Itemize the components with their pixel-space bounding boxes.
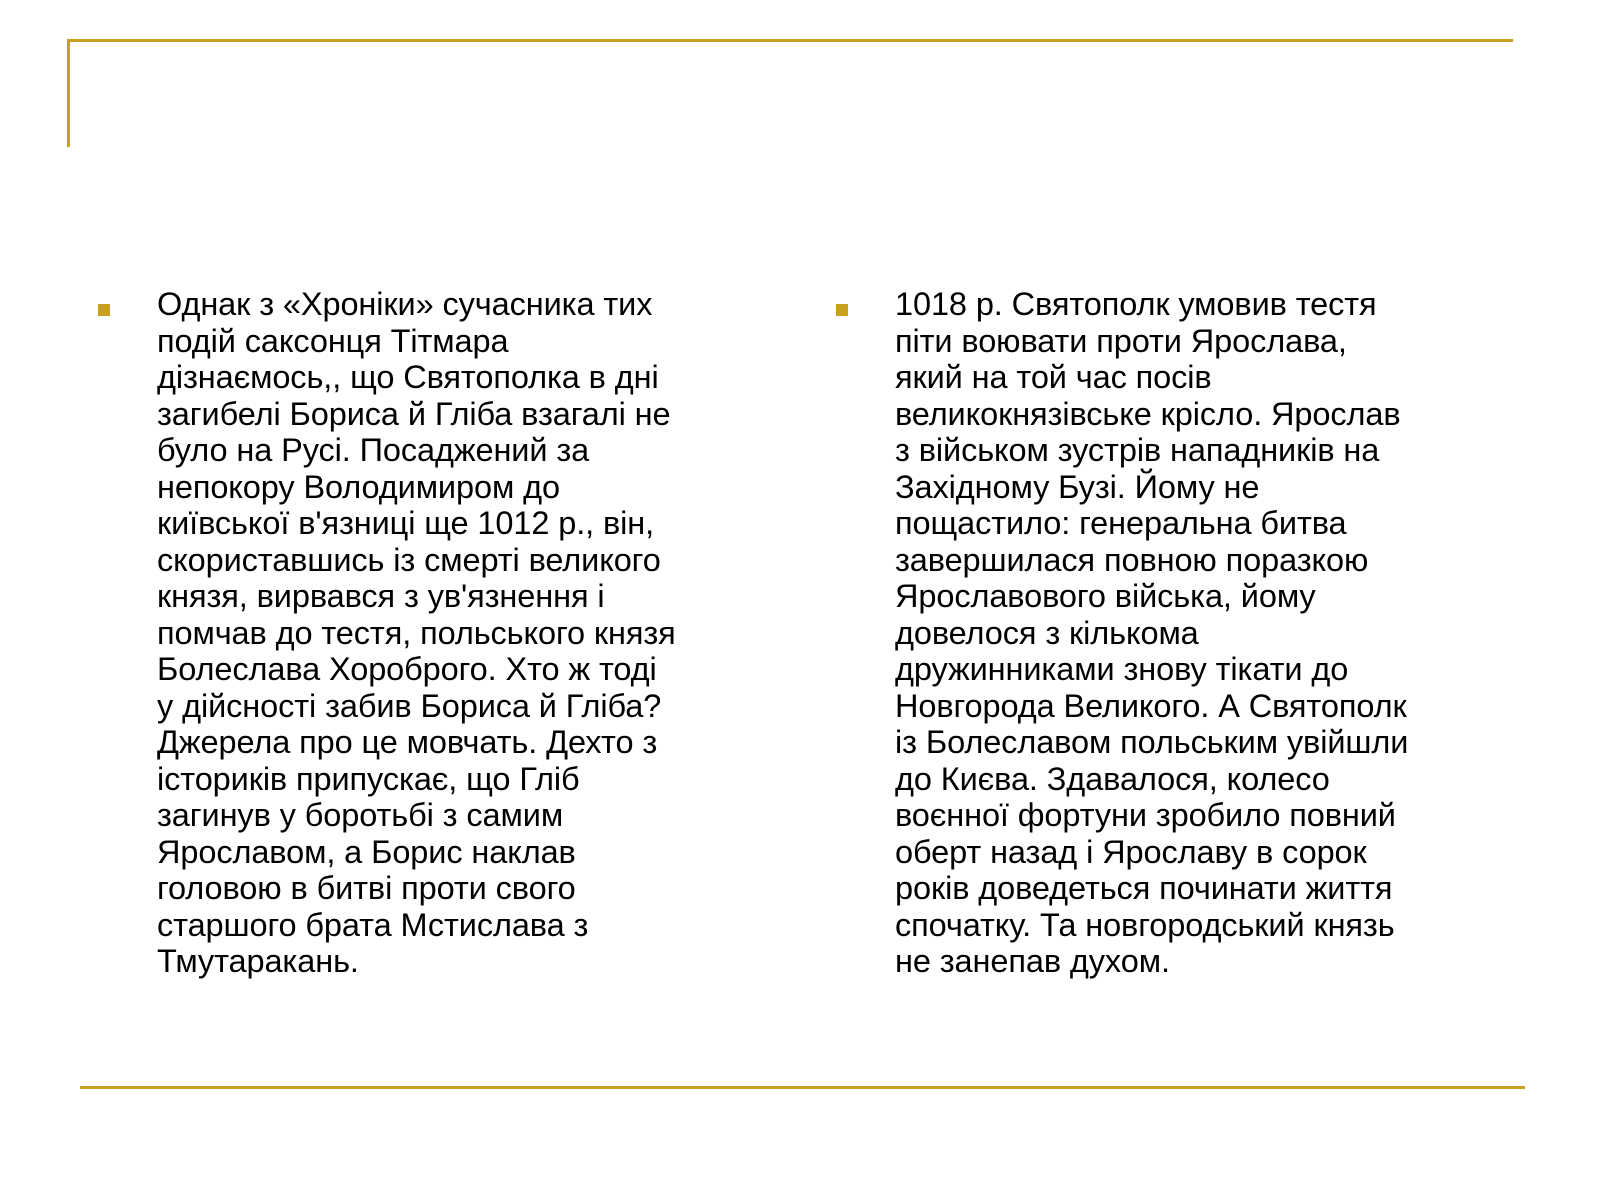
right-column: [836, 286, 1556, 980]
text-line: головою в битві проти свого: [157, 870, 576, 906]
right-paragraph: [895, 286, 1556, 980]
text-line: київської в'язниці ще 1012 р., він,: [157, 505, 655, 541]
text-line: дружинниками знову тікати до: [895, 651, 1349, 687]
frame-top-rule: [67, 39, 1513, 42]
text-line: непокору Володимиром до: [157, 468, 560, 505]
text-line: було на Русі. Посаджений за: [157, 432, 590, 468]
text-line: 1018 р. Святополк умовив тестя: [895, 286, 1377, 322]
text-line: скориставшись із смерті великого: [157, 541, 661, 578]
text-line: великокнязівське крісло. Ярослав: [895, 395, 1401, 432]
text-line: Новгорода Великого. А Святополк: [895, 687, 1407, 724]
text-line: Джерела про це мовчать. Дехто з: [157, 724, 658, 760]
text-line: загибелі Бориса й Гліба взагалі не: [157, 395, 671, 432]
text-line: Тмутаракань.: [157, 943, 359, 979]
text-line: помчав до тестя, польського князя: [157, 614, 676, 651]
frame-left-rule: [67, 39, 70, 147]
text-line: князя, вирвався з ув'язнення і: [157, 578, 605, 614]
text-line: з військом зустрів нападників на: [895, 432, 1380, 468]
text-line: воєнної фортуни зробило повний: [895, 797, 1396, 833]
text-line: подій саксонця Тітмара: [157, 322, 509, 359]
text-line: пощастило: генеральна битва: [895, 505, 1347, 541]
text-line: піти воювати проти Ярослава,: [895, 322, 1347, 359]
text-line: істориків припускає, що Гліб: [157, 760, 580, 797]
text-line: старшого брата Мстислава з: [157, 906, 589, 943]
text-line: спочатку. Та новгородський князь: [895, 906, 1395, 943]
text-line: який на той час посів: [895, 359, 1212, 395]
text-line: не занепав духом.: [895, 943, 1170, 979]
text-line: із Болеславом польським увійшли: [895, 724, 1409, 760]
text-line: загинув у боротьбі з самим: [157, 797, 564, 833]
text-line: до Києва. Здавалося, колесо: [895, 760, 1330, 797]
square-bullet-icon: [836, 304, 848, 316]
frame-bottom-rule: [80, 1086, 1525, 1089]
left-paragraph: [157, 286, 798, 980]
text-line: завершилася повною поразкою: [895, 541, 1369, 578]
text-line: Однак з «Хроніки» сучасника тих: [157, 286, 653, 322]
text-line: дізнаємось,, що Святополка в дні: [157, 359, 659, 395]
text-line: Болеслава Хороброго. Хто ж тоді: [157, 651, 657, 687]
text-line: у дійсності забив Бориса й Гліба?: [157, 687, 662, 724]
text-line: Ярославом, а Борис наклав: [157, 833, 576, 870]
text-line: Західному Бузі. Йому не: [895, 468, 1260, 505]
left-column: [98, 286, 798, 980]
text-line: років доведеться починати життя: [895, 870, 1393, 906]
square-bullet-icon: [98, 304, 110, 316]
text-line: довелося з кількома: [895, 614, 1199, 651]
text-line: оберт назад і Ярославу в сорок: [895, 833, 1367, 870]
text-line: Ярославового війська, йому: [895, 578, 1316, 614]
